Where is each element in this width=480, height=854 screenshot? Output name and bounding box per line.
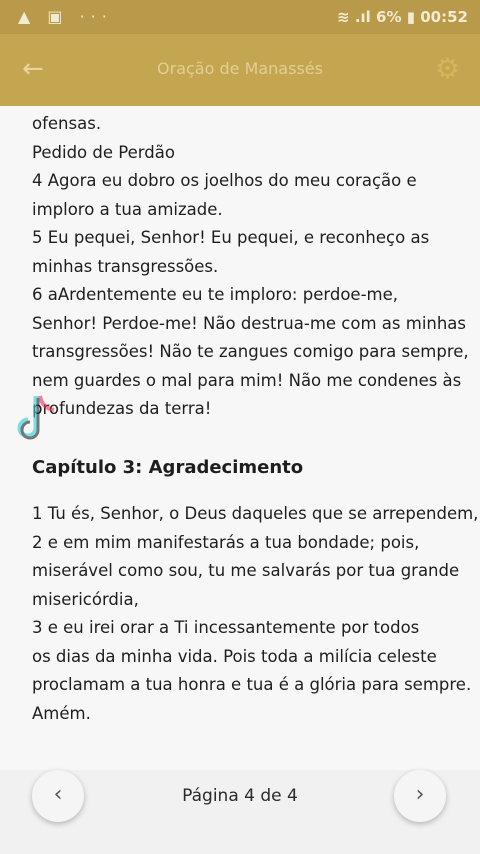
app-bar [0,34,480,106]
page-title: Oração de Manassés [157,59,323,78]
chapter-title: Capítulo 3: Agradecimento [32,457,304,478]
reading-content[interactable] [0,106,480,770]
status-left-icons: ▲ ▣ ··· [18,7,113,26]
back-arrow-icon[interactable]: ← [22,54,44,84]
text-line: proclamam a tua honra e tua é a glória para sempre. [32,675,472,694]
text-line: ofensas. [32,114,102,133]
text-line: Pedido de Perdão [32,142,175,162]
battery-percent: 6% [376,8,402,26]
text-line: os dias da minha vida. Pois toda a milícia celeste [32,646,437,666]
text-line: 1 Tu és, Senhor, o Deus daqueles que se arrependem, [32,504,479,523]
text-line: miserável como sou, tu me salvarás por tua grande [32,561,460,580]
chevron-left-icon: ‹ [53,782,63,807]
text-line: profundezas da terra! [32,399,212,418]
text-line: nem guardes o mal para mim! Não me condenes às [32,370,462,390]
text-line: transgressões! Não te zangues comigo para sempre, [32,342,469,361]
chevron-right-icon: › [415,782,425,807]
text-line: 3 e eu irei orar a Ti incessantemente por todos [32,618,420,637]
wifi-icon: ≋ [337,8,350,26]
status-right [337,8,468,26]
text-line: 2 e em mim manifestarás a tua bondade; pois, [32,532,420,552]
tiktok-watermark-icon [10,392,64,448]
text-line: imploro a tua amizade. [32,199,223,219]
paragraph-thanks [0,500,480,728]
text-line: 4 Agora eu dobro os joelhos do meu coração e [32,171,417,190]
next-page-button[interactable] [394,770,446,822]
gear-icon[interactable]: ⚙ [434,52,460,85]
text-line: Amém. [32,703,91,723]
battery-icon: ▮ [406,8,416,26]
paragraph-prayer [0,110,480,424]
clock: 00:52 [420,8,468,26]
text-line: Senhor! Perdoe-me! Não destrua-me com as minhas [32,313,467,333]
signal-icon: .ıl [354,8,371,26]
page-indicator: Página 4 de 4 [182,786,298,806]
text-line: 5 Eu pequei, Senhor! Eu pequei, e reconheço as [32,228,430,247]
status-bar [0,0,480,34]
text-line: misericórdia, [32,589,139,609]
text-line: 6 aArdentemente eu te imploro: perdoe-me, [32,285,398,304]
bottom-navigation [0,770,480,854]
text-line: minhas transgressões. [32,256,219,276]
